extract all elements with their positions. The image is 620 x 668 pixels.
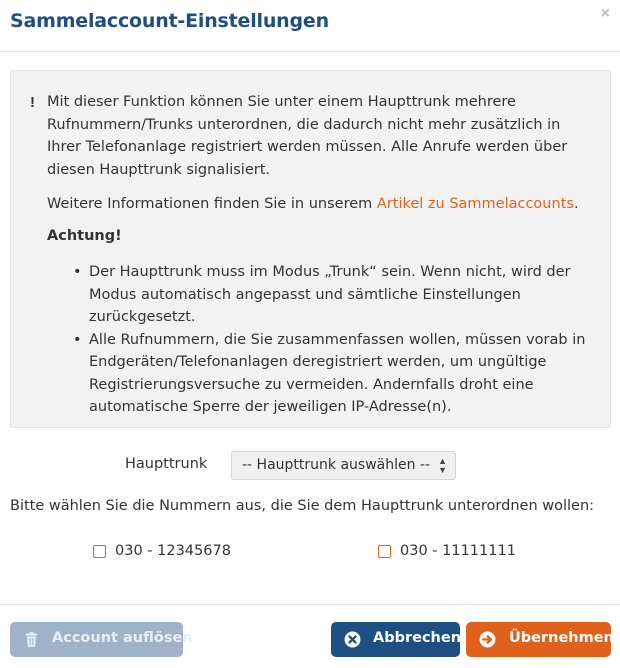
warning-list	[73, 261, 593, 419]
cancel-label: Abbrechen	[373, 630, 462, 646]
trash-icon	[23, 631, 40, 648]
cancel-button[interactable]	[331, 622, 460, 657]
select-arrows-icon: ▲ ▼	[438, 456, 447, 475]
dialog-header	[0, 0, 620, 52]
info-more-text: Weitere Informationen finden Sie in unserem	[47, 196, 377, 212]
warning-item: • Der Haupttrunk muss im Modus „Trunk“ sein. Wenn nicht, wird der Modus automatisch angepasst und sämtliche Einstellungen zurückgesetzt.	[73, 261, 593, 329]
sammelaccounts-article-link[interactable]: Artikel zu Sammelaccounts	[376, 196, 574, 212]
exclamation-icon: !	[30, 94, 35, 111]
numbers-instruction: Bitte wählen Sie die Nummern aus, die Sie dem Haupttrunk unterordnen wollen:	[10, 498, 595, 514]
number-label: 030 - 12345678	[115, 543, 231, 559]
number-checkbox[interactable]	[378, 545, 391, 558]
info-more-paragraph	[47, 193, 579, 216]
warning-item: • Alle Rufnummern, die Sie zusammenfassen wollen, müssen vorab in Endgeräten/Telefonanlagen deregistriert werden, um ungültige Registrierungsversuche zu vermeiden. Andernfalls droht eine automatische Sperre der jeweiligen IP-Adresse(n).	[73, 329, 593, 419]
arrow-circle-icon	[479, 631, 496, 648]
info-more-period: .	[573, 196, 579, 212]
info-paragraph: Mit dieser Funktion können Sie unter einem Haupttrunk mehrere Rufnummern/Trunks unterordnen, die dadurch nicht mehr zusätzlich in Ihrer Telefonanlage registriert werden müssen. Alle Anrufe werden über diesen Haupttrunk signalisiert.	[47, 94, 568, 178]
warning-heading: Achtung!	[47, 228, 122, 244]
apply-label: Übernehmen	[509, 630, 614, 646]
haupttrunk-select[interactable]	[231, 451, 456, 480]
x-circle-icon	[344, 631, 361, 648]
haupttrunk-select-value: -- Haupttrunk auswählen --	[242, 457, 431, 473]
number-checkbox[interactable]	[93, 545, 106, 558]
haupttrunk-label: Haupttrunk	[125, 456, 208, 472]
dissolve-account-button[interactable]	[10, 622, 193, 657]
dissolve-account-label: Account auflösen	[52, 630, 193, 646]
close-icon[interactable]: ×	[600, 5, 610, 22]
number-label: 030 - 11111111	[400, 543, 516, 559]
info-box	[10, 70, 611, 428]
dialog-title: Sammelaccount-Einstellungen	[10, 10, 329, 32]
apply-button[interactable]	[466, 622, 614, 657]
